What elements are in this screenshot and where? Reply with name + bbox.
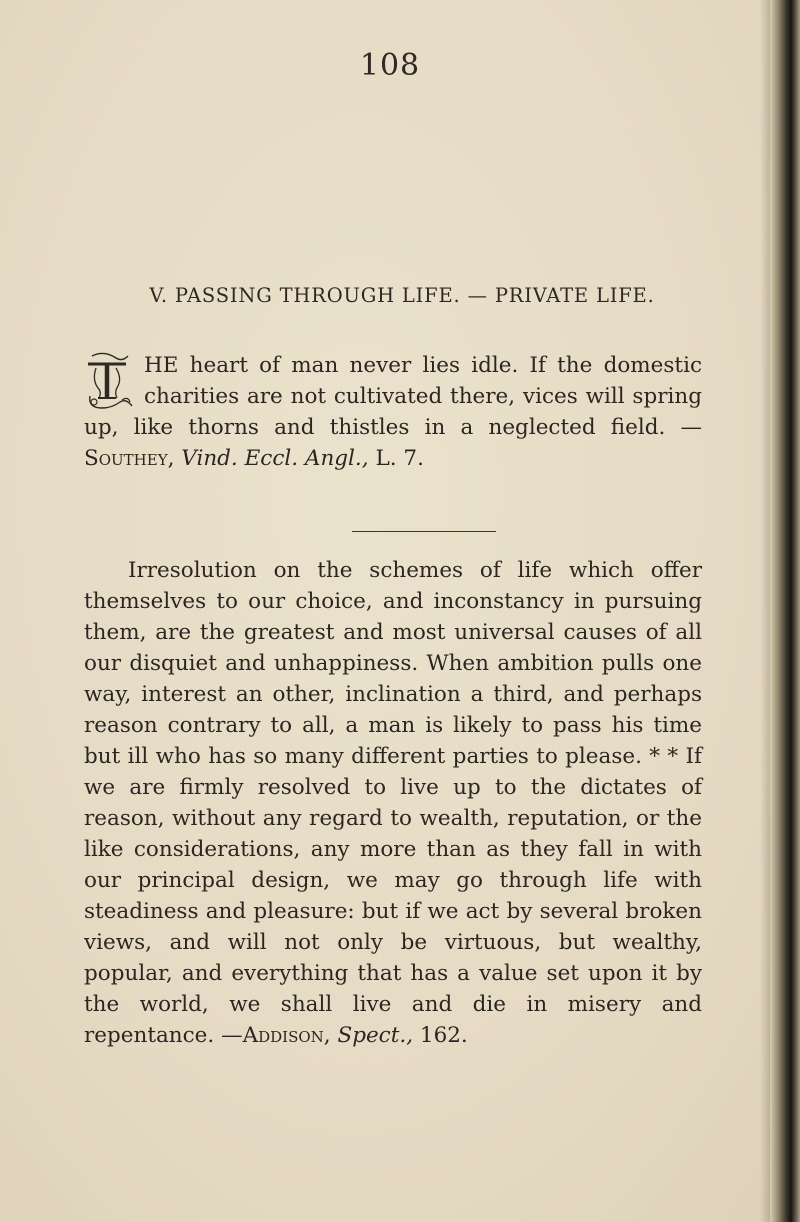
quote-addison-source: Spect., [337, 1023, 414, 1048]
quote-southey [84, 350, 702, 474]
quote-southey-author: Southey, [84, 446, 175, 471]
quote-addison-author: Addison, [242, 1023, 331, 1048]
quote-addison [84, 555, 702, 1051]
page-gutter-shadow [760, 0, 770, 1222]
section-divider [352, 531, 496, 532]
quote-southey-text: HE heart of man never lies idle. If the domestic charities are not cultivated there, vices will spring up, like thorns and thistles in a neglected field. — [84, 353, 702, 440]
quote-southey-source: Vind. Eccl. Angl., [181, 446, 369, 471]
book-binding-edge [770, 0, 800, 1222]
quote-addison-reference: 162. [419, 1023, 468, 1048]
page-number: 108 [359, 48, 421, 83]
quote-southey-reference: L. 7. [375, 446, 424, 471]
quote-addison-text: Irresolution on the schemes of life which offer themselves to our choice, and inconstancy in pursuing them, are the greatest and most universal causes of all our disquiet and unhappiness. When ambition pulls one way, interest an other, inclination a third, and perhaps reason contrary to all, a man is likely to pass his time but ill who has so many different parties to please. * * If we are firmly resolved to live up to the dictates of reason, without any regard to wealth, reputation, or the like considerations, any more than as they fall in with our principal design, we may go through life with steadiness and pleasure: but if we act by several broken views, and will not only be virtuous, but wealthy, popular, and everything that has a value set upon it by the world, we shall live and die in misery and repentance. — [84, 558, 702, 1048]
chapter-heading: V. PASSING THROUGH LIFE. — PRIVATE LIFE. [149, 284, 655, 307]
svg-text:T: T [82, 352, 83, 353]
ornamental-initial-icon [82, 352, 138, 412]
